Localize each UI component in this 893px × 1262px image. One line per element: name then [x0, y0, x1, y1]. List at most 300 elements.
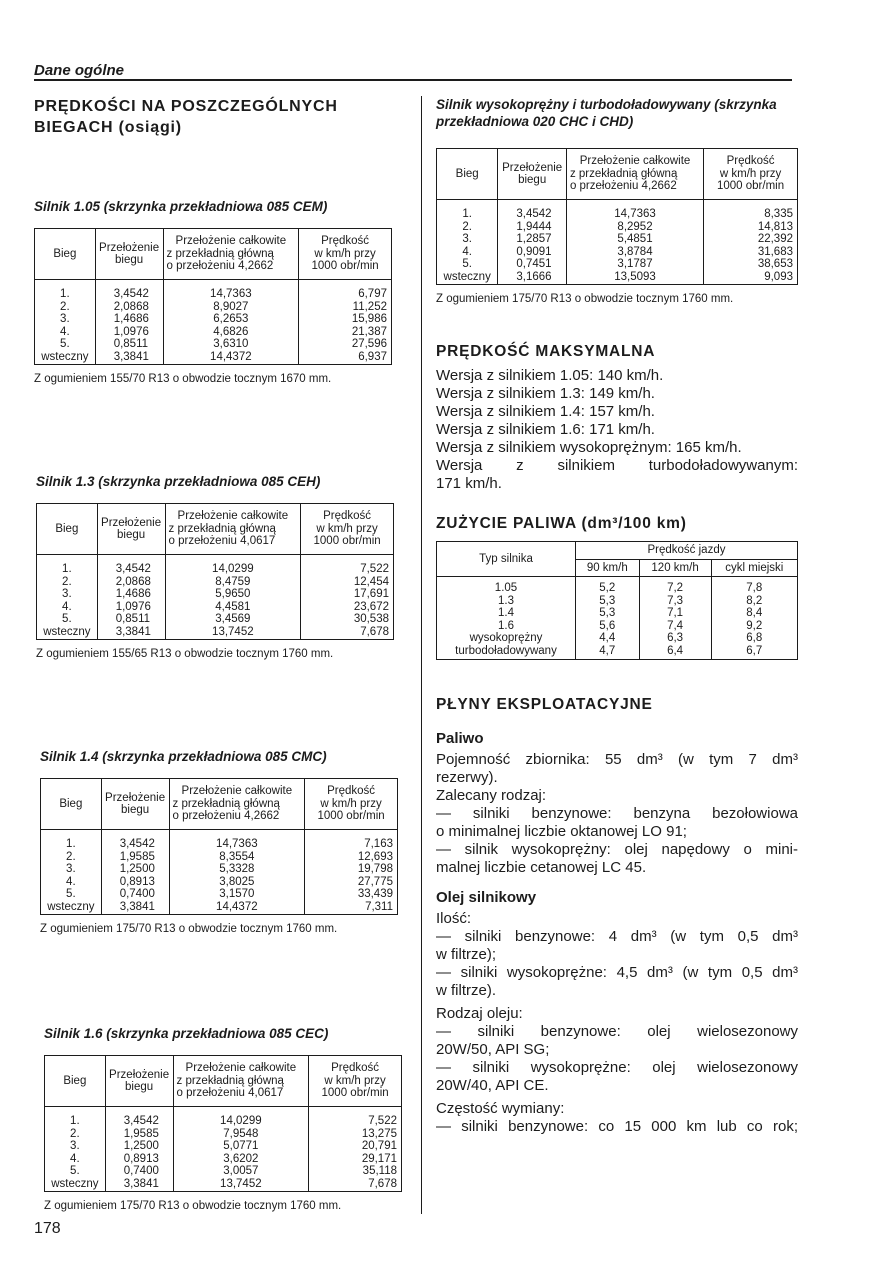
fuel-lines	[436, 751, 798, 877]
tire-note: Z ogumieniem 155/65 R13 o obwodzie tocznym 1760 mm.	[36, 648, 334, 660]
table-cell: wsteczny	[437, 271, 498, 285]
table-cell: 7,4	[639, 620, 711, 633]
table-row	[41, 901, 398, 915]
col-calkowite-l3	[177, 1087, 306, 1100]
fuel-consumption-title: ZUŻYCIE PALIWA (dm³/100 km)	[436, 515, 687, 532]
table-row	[45, 1153, 402, 1166]
table-cell: 14,4372	[163, 351, 299, 365]
col-przelozenie: Przełożenie biegu	[498, 149, 567, 200]
fuel-text-line: o minimalnej liczbie oktanowej LO 91;	[436, 823, 687, 840]
table-row	[437, 221, 798, 234]
table-cell: 3,4542	[95, 280, 163, 301]
table-cell: 1,0976	[95, 326, 163, 339]
table-row	[45, 1178, 402, 1192]
table-cell: 1,9585	[101, 851, 169, 864]
table-row	[437, 632, 798, 645]
col-predkosc-l2: w km/h przy	[316, 522, 378, 535]
table-cell: 27,596	[299, 338, 392, 351]
col-calkowite	[169, 779, 305, 830]
table-row	[41, 830, 398, 851]
table-row	[41, 851, 398, 864]
table-cell: 6,937	[299, 351, 392, 365]
table-row	[437, 258, 798, 271]
col-calkowite-l1: Przełożenie całkowite	[175, 235, 287, 248]
oil-text-line: — silniki wysokoprężne: 4,5 dm³ (w tym 0,5 dm³	[436, 964, 798, 981]
col-calkowite-l2: z przekładnią główną	[172, 797, 280, 810]
table-row	[35, 338, 392, 351]
ratio-prefix: o przełożeniu	[569, 180, 639, 193]
col-calkowite	[163, 229, 299, 280]
running-head: Dane ogólne	[34, 62, 125, 79]
col-predkosc	[309, 1056, 402, 1107]
table-row	[41, 888, 398, 901]
table-cell: wysokoprężny	[437, 632, 576, 645]
fuel-text-line: Zalecany rodzaj:	[436, 787, 547, 804]
fluids-section	[436, 696, 798, 1136]
table-cell: 13,275	[309, 1128, 402, 1141]
col-bieg: Bieg	[41, 779, 102, 830]
table-cell: 3,1570	[169, 888, 305, 901]
table-row	[37, 626, 394, 640]
table-cell: 0,8913	[105, 1153, 173, 1166]
table-cell: 14,7363	[163, 280, 299, 301]
table-row	[37, 613, 394, 626]
oil-text-line: 20W/40, API CE.	[436, 1077, 549, 1094]
table-cell: 5,2	[576, 577, 640, 595]
table-cell: 5.	[37, 613, 98, 626]
table-row	[45, 1165, 402, 1178]
table-cell: 3,3841	[95, 351, 163, 365]
table-cell: 17,691	[301, 588, 394, 601]
table-cell: 9,2	[711, 620, 797, 633]
table-cell: 4.	[35, 326, 96, 339]
table-cell: wsteczny	[45, 1178, 106, 1192]
final-drive-ratio: 4,2662	[244, 810, 280, 823]
table-cell: 7,678	[309, 1178, 402, 1192]
col-predkosc	[301, 504, 394, 555]
engine-subtitle: Silnik 1.3 (skrzynka przekładniowa 085 CEH)	[36, 474, 321, 489]
ratio-prefix: o przełożeniu	[172, 810, 241, 823]
gear-ratio-table	[40, 778, 398, 915]
table-cell: 2.	[437, 221, 498, 234]
fuel-text-line: malnej liczbie cetanowej LC 45.	[436, 859, 647, 876]
table-cell: 3.	[41, 863, 102, 876]
table-cell: 23,672	[301, 601, 394, 614]
col-predkosc-l1: Prędkość	[323, 510, 372, 523]
table-cell: 0,8913	[101, 876, 169, 889]
col-calkowite-l2: z przekładnią główną	[569, 167, 678, 180]
oil-text-line: Częstość wymiany:	[436, 1100, 565, 1117]
col-predkosc-l3: 1000 obr/min	[716, 180, 785, 193]
table-cell: 0,7451	[498, 258, 567, 271]
table-cell: 6,2653	[163, 313, 299, 326]
table-cell: 3,4542	[498, 200, 567, 221]
table-cell: 1.4	[437, 607, 576, 620]
table-cell: 8,2	[711, 595, 797, 608]
engine-subtitle: Silnik 1.05 (skrzynka przekładniowa 085 CEM)	[34, 199, 328, 214]
table-cell: 3,1666	[498, 271, 567, 285]
table-row	[35, 313, 392, 326]
fuel-col-type: Typ silnika	[437, 542, 576, 577]
col-calkowite-l2: z przekładnią główną	[166, 247, 274, 260]
left-column	[34, 96, 398, 1212]
table-cell: 3,4569	[165, 613, 301, 626]
table-cell: 2,0868	[95, 301, 163, 314]
right-column	[436, 96, 798, 1136]
table-cell: 1,2500	[101, 863, 169, 876]
oil-text-line: — silniki benzynowe: co 15 000 km lub co rok;	[436, 1118, 798, 1135]
col-calkowite-l1: Przełożenie całkowite	[177, 510, 289, 523]
col-predkosc-l2: w km/h przy	[719, 167, 782, 180]
col-predkosc-l3: 1000 obr/min	[317, 810, 385, 823]
table-cell: 3.	[37, 588, 98, 601]
column-divider	[421, 96, 422, 1214]
table-cell: 4,7	[576, 645, 640, 660]
table-cell: 29,171	[309, 1153, 402, 1166]
col-przelozenie: Przełożenie biegu	[95, 229, 163, 280]
table-cell: 3,4542	[105, 1107, 173, 1128]
table-row	[45, 1107, 402, 1128]
gear-ratio-table	[44, 1055, 402, 1192]
table-row	[437, 595, 798, 608]
table-cell: 19,798	[305, 863, 398, 876]
table-row	[37, 555, 394, 576]
table-cell: 13,7452	[165, 626, 301, 640]
col-bieg: Bieg	[45, 1056, 106, 1107]
fuel-col-speed: Prędkość jazdy	[576, 542, 798, 560]
table-cell: 38,653	[704, 258, 798, 271]
max-speed-line: Wersja z silnikiem turbodoładowywanym:	[436, 457, 798, 474]
tire-note: Z ogumieniem 175/70 R13 o obwodzie tocznym 1760 mm.	[40, 923, 338, 935]
table-cell: 7,3	[639, 595, 711, 608]
col-calkowite	[566, 149, 703, 200]
table-cell: 5,9650	[165, 588, 301, 601]
col-calkowite	[173, 1056, 309, 1107]
table-cell: 22,392	[704, 233, 798, 246]
table-cell: 5,3328	[169, 863, 305, 876]
table-cell: 1,9444	[498, 221, 567, 234]
table-cell: 1,9585	[105, 1128, 173, 1141]
table-cell: 6,4	[639, 645, 711, 660]
table-cell: 5.	[41, 888, 102, 901]
ratio-prefix: o przełożeniu	[166, 260, 235, 273]
table-cell: 1.	[45, 1107, 106, 1128]
col-calkowite	[165, 504, 301, 555]
col-calkowite-l2: z przekładnią główną	[168, 522, 276, 535]
table-cell: 6,8	[711, 632, 797, 645]
table-cell: 0,9091	[498, 246, 567, 259]
table-cell: 2,0868	[97, 576, 165, 589]
table-cell: 5,3	[576, 607, 640, 620]
fuel-text-line: Pojemność zbiornika: 55 dm³ (w tym 7 dm³	[436, 751, 798, 768]
table-cell: 1,2500	[105, 1140, 173, 1153]
table-cell: 0,7400	[101, 888, 169, 901]
table-cell: 30,538	[301, 613, 394, 626]
oil-subheading: Olej silnikowy	[436, 889, 537, 906]
table-cell: 13,7452	[173, 1178, 309, 1192]
diesel-tire-note: Z ogumieniem 175/70 R13 o obwodzie tocznym 1760 mm.	[436, 293, 734, 305]
table-cell: 7,522	[301, 555, 394, 576]
col-predkosc	[704, 149, 798, 200]
table-cell: 6,3	[639, 632, 711, 645]
table-cell: 7,8	[711, 577, 797, 595]
table-cell: 3,4542	[101, 830, 169, 851]
oil-text-line: Rodzaj oleju:	[436, 1005, 523, 1022]
table-cell: 9,093	[704, 271, 798, 285]
table-cell: 7,2	[639, 577, 711, 595]
table-cell: 1.	[437, 200, 498, 221]
table-row	[37, 576, 394, 589]
diesel-gear-block	[436, 96, 798, 305]
table-cell: 3,6202	[173, 1153, 309, 1166]
table-cell: 1.	[37, 555, 98, 576]
col-predkosc-l3: 1000 obr/min	[313, 535, 381, 548]
table-cell: 6,797	[299, 280, 392, 301]
table-cell: 8,3554	[169, 851, 305, 864]
table-cell: 0,8511	[95, 338, 163, 351]
col-calkowite-l2: z przekładnią główną	[176, 1074, 284, 1087]
table-cell: 7,522	[309, 1107, 402, 1128]
col-predkosc	[299, 229, 392, 280]
fuel-speed-col: 120 km/h	[639, 559, 711, 577]
col-bieg: Bieg	[35, 229, 96, 280]
table-cell: 1,0976	[97, 601, 165, 614]
table-cell: 8,335	[704, 200, 798, 221]
table-cell: 8,4759	[165, 576, 301, 589]
gear-ratio-table	[34, 228, 392, 365]
table-row	[41, 876, 398, 889]
oil-text-line: — silniki wysokoprężne: olej wielosezonowy	[436, 1059, 798, 1076]
table-cell: 14,7363	[566, 200, 703, 221]
fuel-speed-col: 90 km/h	[576, 559, 640, 577]
table-cell: wsteczny	[41, 901, 102, 915]
table-cell: 2.	[45, 1128, 106, 1141]
table-row	[437, 645, 798, 660]
fuel-consumption-table	[436, 541, 798, 660]
table-cell: 7,163	[305, 830, 398, 851]
col-predkosc-l2: w km/h przy	[324, 1074, 386, 1087]
table-cell: 14,4372	[169, 901, 305, 915]
oil-text-line: — silniki benzynowe: 4 dm³ (w tym 0,5 dm³	[436, 928, 798, 945]
table-cell: 0,8511	[97, 613, 165, 626]
table-cell: 1.	[41, 830, 102, 851]
col-bieg: Bieg	[37, 504, 98, 555]
oil-text-line: — silniki benzynowe: olej wielosezonowy	[436, 1023, 798, 1040]
ratio-prefix: o przełożeniu	[168, 535, 237, 548]
table-cell: 1.	[35, 280, 96, 301]
diesel-subtitle: Silnik wysokoprężny i turbodoładowywany (skrzynka przekładniowa 020 CHC i CHD)	[436, 97, 777, 129]
table-cell: 27,775	[305, 876, 398, 889]
table-cell: 8,9027	[163, 301, 299, 314]
gear-block	[34, 473, 398, 660]
ratio-prefix: o przełożeniu	[176, 1087, 245, 1100]
table-cell: 8,2952	[566, 221, 703, 234]
final-drive-ratio: 4,2662	[238, 260, 274, 273]
tire-note: Z ogumieniem 175/70 R13 o obwodzie tocznym 1760 mm.	[44, 1200, 342, 1212]
table-row	[37, 588, 394, 601]
table-cell: 4,4581	[165, 601, 301, 614]
table-cell: 5.	[45, 1165, 106, 1178]
table-cell: 14,0299	[173, 1107, 309, 1128]
col-predkosc-l1: Prędkość	[321, 235, 370, 248]
max-speed-title: PRĘDKOŚĆ MAKSYMALNA	[436, 343, 656, 360]
gear-tables	[34, 198, 398, 1212]
col-calkowite-l3	[570, 180, 700, 193]
fuel-text-line: — silnik wysokoprężny: olej napędowy o mini-	[436, 841, 798, 858]
table-cell: 21,387	[299, 326, 392, 339]
table-row	[35, 280, 392, 301]
max-speed-line: Wersja z silnikiem 1.05: 140 km/h.	[436, 367, 664, 384]
table-cell: 2.	[37, 576, 98, 589]
col-predkosc-l3: 1000 obr/min	[311, 260, 379, 273]
table-cell: 3.	[45, 1140, 106, 1153]
table-cell: 0,7400	[105, 1165, 173, 1178]
table-row	[437, 233, 798, 246]
table-cell: 31,683	[704, 246, 798, 259]
table-cell: 6,7	[711, 645, 797, 660]
col-calkowite-l1: Przełożenie całkowite	[181, 785, 293, 798]
fuel-text-line: rezerwy).	[436, 769, 498, 786]
page-number: 178	[34, 1220, 61, 1237]
col-predkosc-l2: w km/h przy	[320, 797, 382, 810]
gear-ratio-table	[36, 503, 394, 640]
oil-text-line: Ilość:	[436, 910, 472, 927]
fuel-subheading: Paliwo	[436, 730, 484, 747]
table-row	[437, 620, 798, 633]
table-cell: 5.	[35, 338, 96, 351]
table-cell: 4.	[41, 876, 102, 889]
table-cell: 12,454	[301, 576, 394, 589]
fuel-text-line: — silniki benzynowe: benzyna bezołowiowa	[436, 805, 798, 822]
table-cell: 13,5093	[566, 271, 703, 285]
gear-block	[34, 198, 398, 385]
oil-text-line: w filtrze).	[436, 982, 496, 999]
max-speed-section	[436, 343, 798, 493]
table-cell: 14,0299	[165, 555, 301, 576]
table-cell: 3,1787	[566, 258, 703, 271]
table-cell: 3,8784	[566, 246, 703, 259]
fluids-title: PŁYNY EKSPLOATACYJNE	[436, 696, 653, 713]
table-cell: 35,118	[309, 1165, 402, 1178]
col-przelozenie: Przełożenie biegu	[105, 1056, 173, 1107]
table-cell: 3.	[437, 233, 498, 246]
table-cell: 2.	[41, 851, 102, 864]
col-calkowite-l1: Przełożenie całkowite	[579, 155, 691, 168]
max-speed-line: Wersja z silnikiem 1.3: 149 km/h.	[436, 385, 655, 402]
table-cell: 1,4686	[97, 588, 165, 601]
engine-subtitle: Silnik 1.6 (skrzynka przekładniowa 085 CEC)	[44, 1026, 329, 1041]
table-cell: 1,4686	[95, 313, 163, 326]
table-row	[41, 863, 398, 876]
col-calkowite-l3	[173, 810, 302, 823]
max-speed-line: Wersja z silnikiem wysokoprężnym: 165 km/h.	[436, 439, 742, 456]
max-speed-lines	[436, 367, 798, 493]
table-cell: 8,4	[711, 607, 797, 620]
table-row	[437, 607, 798, 620]
gear-ratio-table	[436, 148, 798, 285]
table-cell: 1.05	[437, 577, 576, 595]
gear-speeds-title: PRĘDKOŚCI NA POSZCZEGÓLNYCH BIEGACH (osiągi)	[34, 98, 338, 136]
col-calkowite-l3	[167, 260, 296, 273]
col-predkosc-l1: Prędkość	[327, 785, 376, 798]
table-cell: 5,0771	[173, 1140, 309, 1153]
col-bieg: Bieg	[437, 149, 498, 200]
table-row	[437, 577, 798, 595]
gear-block	[34, 1025, 398, 1212]
table-cell: 14,7363	[169, 830, 305, 851]
table-cell: turbodoładowywany	[437, 645, 576, 660]
col-calkowite-l1: Przełożenie całkowite	[185, 1062, 297, 1075]
max-speed-line: 171 km/h.	[436, 475, 502, 492]
table-cell: wsteczny	[37, 626, 98, 640]
table-row	[37, 601, 394, 614]
table-cell: 3.	[35, 313, 96, 326]
header-rule	[34, 79, 792, 81]
table-cell: 7,678	[301, 626, 394, 640]
table-cell: 3,4542	[97, 555, 165, 576]
table-row	[45, 1128, 402, 1141]
table-cell: 4.	[45, 1153, 106, 1166]
tire-note: Z ogumieniem 155/70 R13 o obwodzie tocznym 1670 mm.	[34, 373, 332, 385]
table-cell: 5,6	[576, 620, 640, 633]
table-cell: 5,4851	[566, 233, 703, 246]
table-row	[35, 351, 392, 365]
max-speed-line: Wersja z silnikiem 1.4: 157 km/h.	[436, 403, 655, 420]
fuel-consumption-section	[436, 515, 798, 660]
col-predkosc-l3: 1000 obr/min	[321, 1087, 389, 1100]
table-cell: wsteczny	[35, 351, 96, 365]
table-cell: 12,693	[305, 851, 398, 864]
final-drive-ratio: 4,2662	[641, 180, 677, 193]
gear-block	[34, 748, 398, 935]
table-row	[437, 246, 798, 259]
table-row	[35, 326, 392, 339]
table-cell: 7,9548	[173, 1128, 309, 1141]
table-cell: 1.3	[437, 595, 576, 608]
table-cell: 4.	[37, 601, 98, 614]
table-cell: 33,439	[305, 888, 398, 901]
table-cell: 2.	[35, 301, 96, 314]
table-cell: 3,6310	[163, 338, 299, 351]
table-row	[437, 271, 798, 285]
col-predkosc-l1: Prędkość	[726, 155, 775, 168]
col-predkosc-l1: Prędkość	[331, 1062, 380, 1075]
fuel-speed-col: cykl miejski	[711, 559, 797, 577]
table-row	[437, 200, 798, 221]
table-cell: 7,1	[639, 607, 711, 620]
table-cell: 3,8025	[169, 876, 305, 889]
table-cell: 3,3841	[101, 901, 169, 915]
final-drive-ratio: 4,0617	[248, 1087, 284, 1100]
col-przelozenie: Przełożenie biegu	[101, 779, 169, 830]
col-predkosc	[305, 779, 398, 830]
table-cell: 5,3	[576, 595, 640, 608]
col-predkosc-l2: w km/h przy	[314, 247, 376, 260]
col-calkowite-l3	[169, 535, 298, 548]
table-cell: 1,2857	[498, 233, 567, 246]
table-row	[35, 301, 392, 314]
table-cell: 11,252	[299, 301, 392, 314]
table-cell: 3,3841	[97, 626, 165, 640]
table-cell: 4,6826	[163, 326, 299, 339]
table-cell: 3,0057	[173, 1165, 309, 1178]
table-cell: 15,986	[299, 313, 392, 326]
max-speed-line: Wersja z silnikiem 1.6: 171 km/h.	[436, 421, 655, 438]
engine-subtitle: Silnik 1.4 (skrzynka przekładniowa 085 CMC)	[40, 749, 327, 764]
oil-text-line: 20W/50, API SG;	[436, 1041, 550, 1058]
table-cell: 4,4	[576, 632, 640, 645]
table-cell: 1.6	[437, 620, 576, 633]
